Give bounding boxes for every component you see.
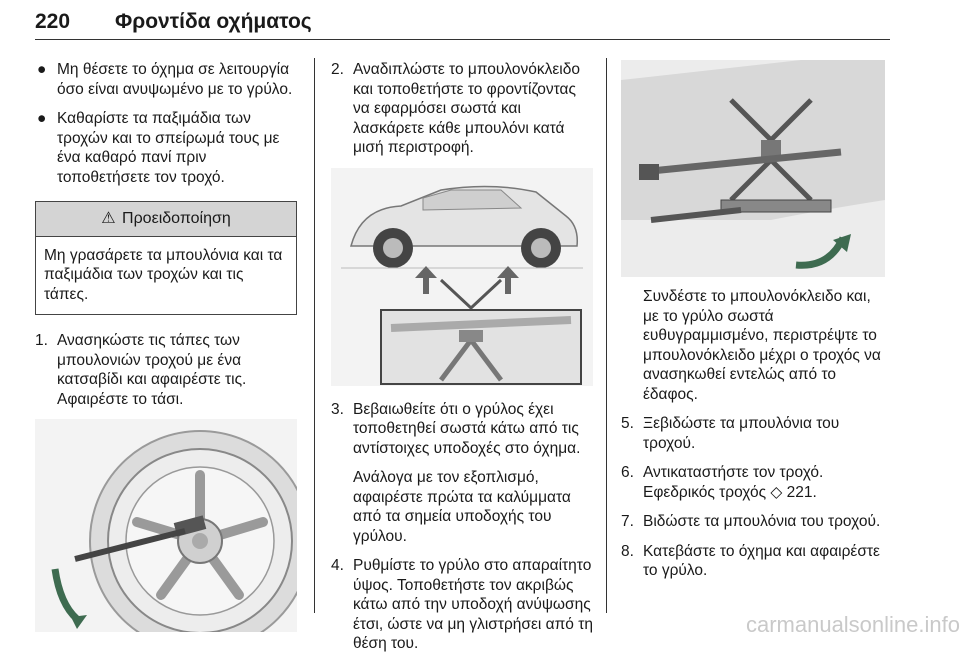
column-right [621,60,889,591]
warning-header [36,202,296,237]
step-item [331,60,593,158]
step-number: 2. [331,61,344,78]
column-middle [331,60,593,664]
bullet-icon: ● [37,61,47,78]
step-item [331,556,593,654]
page-number: 220 [35,10,71,33]
figure-jack-points [331,168,593,386]
warning-title: Προειδοποίηση [122,210,231,227]
wheel-illustration [35,419,297,632]
page-title: Φροντίδα οχήματος [115,10,312,33]
warning-box [35,201,297,315]
step-text: Ανασηκώστε τις τάπες των μπουλονιών τροχού με ένα κατσαβίδι και αφαιρέστε τις. Αφαιρέστε το τάσι. [57,332,247,408]
car-jack-illustration [331,168,593,386]
step-number: 1. [35,332,48,349]
bullet-item [35,60,297,99]
page-header [35,6,890,40]
step-item [621,512,889,532]
column-divider [606,58,607,613]
step-number: 4. [331,557,344,574]
step-text: Ρυθμίστε το γρύλο στο απαραίτητο ύψος. Τοποθετήστε τον ακριβώς κάτω από την υποδοχή ανύψωσης έτσι, ώστε να μη γλιστρήσει από τη θέση του. [353,557,593,652]
step-item [621,414,889,453]
bullet-item [35,109,297,187]
step-number: 6. [621,464,634,481]
header-rule [35,39,890,40]
step-note: Συνδέστε το μπουλονόκλειδο και, με το γρύλο σωστά ευθυγραμμισμένο, περιστρέψτε το μπουλονόκλειδο μέχρι ο τροχός να ανασηκωθεί εντελώς από το έδαφος. [643,288,881,403]
step-text: Βιδώστε τα μπουλόνια του τροχού. [643,513,881,530]
warning-icon: ⚠ [101,210,116,227]
step-number: 7. [621,513,634,530]
step-text: Βεβαιωθείτε ότι ο γρύλος έχει τοποθετηθεί σωστά κάτω από τις αντίστοιχες υποδοχές στο όχημα. [353,400,581,457]
column-divider [314,58,315,613]
step-text[interactable]: Αντικαταστήστε τον τροχό. Εφεδρικός τροχός ◇ 221. [643,464,824,501]
warning-text: Μη γρασάρετε τα μπουλόνια και τα παξιμάδια των τροχών και τις τάπες. [44,246,283,303]
step-number: 3. [331,400,344,418]
step-item [621,463,889,502]
bullet-text: Καθαρίστε τα παξιμάδια των τροχών και το σπείρωμά τους με ένα καθαρό πανί πριν τοποθετήσετε τον τροχό. [57,110,280,186]
step-text: Αναδιπλώστε το μπουλονόκλειδο και τοποθετήστε το φροντίζοντας να εφαρμόσει σωστά και λασκάρετε κάθε μπουλόνι κατά μισή περιστροφή. [353,61,580,156]
bullet-text: Μη θέσετε το όχημα σε λειτουργία όσο είναι ανυψωμένο με το γρύλο. [57,61,293,98]
step-number: 8. [621,542,634,560]
step-item [35,331,297,409]
step-note: Ανάλογα με τον εξοπλισμό, αφαιρέστε πρώτα τα καλύμματα από τα σημεία υποδοχής του γρύλου. [353,469,571,545]
step-number: 5. [621,415,634,432]
jack-crank-illustration [621,60,885,277]
step-item [331,400,593,459]
figure-jack-crank [621,60,885,277]
step-text: Ξεβιδώστε τα μπουλόνια του τροχού. [643,415,840,452]
figure-wheel-hubcap [35,419,297,632]
step-item [621,542,889,581]
bullet-icon: ● [37,110,47,127]
column-left [35,60,297,632]
step-text: Κατεβάστε το όχημα και αφαιρέστε το γρύλο. [643,542,880,579]
watermark: carmanualsonline.info [745,612,960,637]
